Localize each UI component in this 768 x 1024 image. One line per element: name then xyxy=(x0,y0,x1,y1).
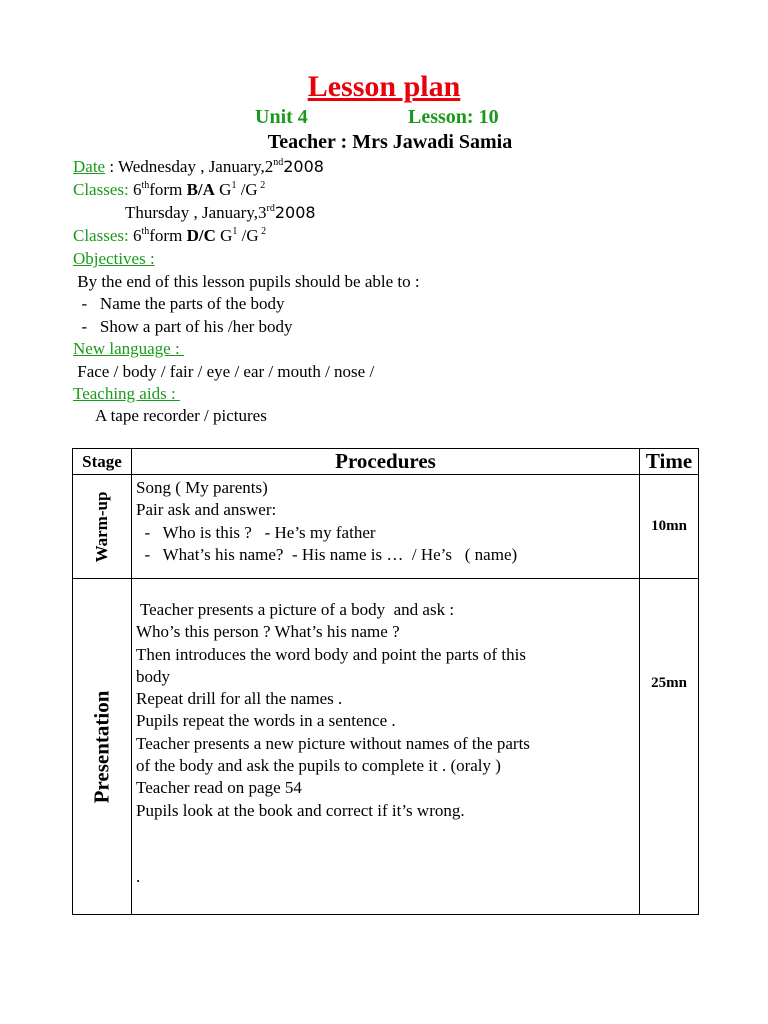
table-row-presentation xyxy=(73,579,699,915)
new-language-label: New language : xyxy=(73,339,184,358)
stage-presentation: Presentation xyxy=(89,690,114,803)
procedure-line xyxy=(136,822,635,844)
procedure-line: Teacher read on page 54 xyxy=(136,778,302,798)
date-text: : Wednesday , January,2 xyxy=(105,157,274,176)
header-time: Time xyxy=(640,449,699,475)
procedure-cell-warmup xyxy=(132,475,640,579)
date2-year: 2008 xyxy=(274,203,316,222)
procedure-line: Then introduces the word body and point the parts of this xyxy=(136,644,526,664)
date2-sup: rd xyxy=(266,203,275,214)
lesson-label: Lesson: 10 xyxy=(408,106,499,128)
unit-label: Unit 4 xyxy=(255,106,308,128)
procedure-line: - What’s his name? - His name is … / He’s ( name) xyxy=(136,544,518,564)
classes1-pre: 6 xyxy=(128,180,142,199)
procedure-line: Pair ask and answer: xyxy=(136,500,277,520)
stage-warmup: Warm-up xyxy=(92,491,111,562)
classes2-g: G xyxy=(215,226,233,245)
classes1-form: form xyxy=(149,180,187,199)
stage-cell-warmup xyxy=(73,475,132,579)
classes2-g2: 2 xyxy=(258,226,267,237)
objectives-label: Objectives : xyxy=(73,249,155,268)
objectives-intro: By the end of this lesson pupils should be able to : xyxy=(73,272,420,291)
header-procedures: Procedures xyxy=(132,449,640,475)
date-line-2 xyxy=(125,203,316,223)
classes-line-2 xyxy=(73,226,266,246)
time-cell-warmup: 10mn xyxy=(640,475,699,579)
procedure-line: Pupils look at the book and correct if it’s wrong. xyxy=(136,800,465,820)
date-line-1 xyxy=(73,157,324,177)
classes1-g2: 2 xyxy=(257,180,266,191)
classes1-g: G xyxy=(214,180,232,199)
classes2-pre: 6 xyxy=(128,226,142,245)
procedure-line: body xyxy=(136,666,170,686)
table-header-row xyxy=(73,449,699,475)
teacher-name: Teacher : Mrs Jawadi Samia xyxy=(267,131,513,153)
classes2-g2base: /G xyxy=(237,226,259,245)
new-language-text: Face / body / fair / eye / ear / mouth / nose / xyxy=(73,362,375,381)
classes1-g2base: /G xyxy=(236,180,258,199)
table-row-warmup xyxy=(73,475,699,579)
classes2-form: form xyxy=(149,226,187,245)
date-year: 2008 xyxy=(283,157,324,176)
date-sup: nd xyxy=(273,157,284,168)
procedure-line: Song ( My parents) xyxy=(136,478,268,497)
classes2-g1: 1 xyxy=(232,226,238,237)
time-cell-presentation: 25mn xyxy=(640,579,699,915)
objective-item: - Show a part of his /her body xyxy=(73,317,293,336)
date-label: Date xyxy=(73,157,106,176)
classes2-sup: th xyxy=(141,226,150,237)
procedure-line xyxy=(136,844,635,866)
objective-item: - Name the parts of the body xyxy=(73,294,285,313)
teaching-aids-text: A tape recorder / pictures xyxy=(95,406,267,425)
procedure-line: Pupils repeat the words in a sentence . xyxy=(136,711,396,731)
date2-text: Thursday , January,3 xyxy=(125,203,267,222)
classes2-group: D/C xyxy=(186,226,216,245)
procedures-table xyxy=(72,448,699,915)
procedure-line: Repeat drill for all the names . xyxy=(136,689,343,709)
procedure-line xyxy=(136,581,635,599)
stage-cell-presentation xyxy=(73,579,132,915)
procedure-line: . xyxy=(136,866,141,886)
procedure-line: Who’s this person ? What’s his name ? xyxy=(136,622,400,642)
classes-line-1 xyxy=(73,180,265,200)
procedure-line: of the body and ask the pupils to complete it . (oraly ) xyxy=(136,756,501,776)
page-title: Lesson plan xyxy=(307,70,461,103)
teaching-aids-label: Teaching aids : xyxy=(73,384,180,403)
classes1-g1: 1 xyxy=(231,180,237,191)
classes1-sup: th xyxy=(141,180,150,191)
classes-label-1: Classes: xyxy=(73,180,129,199)
procedure-line: Teacher presents a picture of a body and ask : xyxy=(136,600,455,619)
procedure-line: Teacher presents a new picture without names of the parts xyxy=(136,733,530,753)
classes-label-2: Classes: xyxy=(73,226,129,245)
procedure-line: - Who is this ? - He’s my father xyxy=(136,522,376,542)
header-stage: Stage xyxy=(73,449,132,475)
classes1-group: B/A xyxy=(186,180,215,199)
procedure-cell-presentation xyxy=(132,579,640,915)
